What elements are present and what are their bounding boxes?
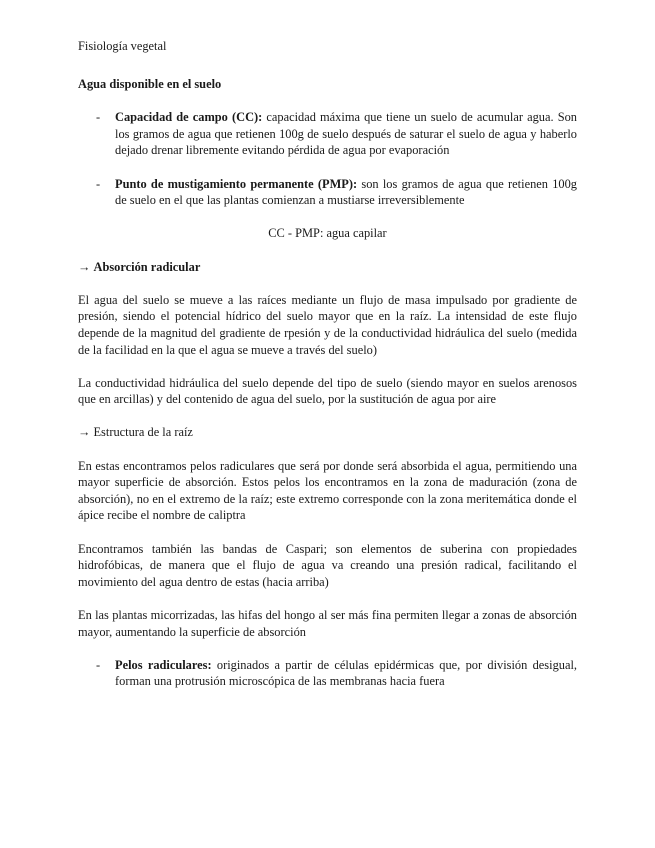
list-bullet: - [96, 176, 101, 191]
list-bullet: - [96, 110, 101, 125]
list-item-pelos-radiculares [78, 657, 577, 690]
paragraph-micorrizadas: En las plantas micorrizadas, las hifas del hongo al ser más fina permiten llegar a zonas de absorción mayor, aumentando la superficie de absorción [78, 608, 577, 639]
page-header: Fisiología vegetal [78, 39, 167, 53]
list-bullet: - [96, 657, 101, 672]
term-capacidad-campo: Capacidad de campo (CC): [115, 110, 263, 125]
document-body [78, 76, 577, 690]
paragraph-bandas-caspari: Encontramos también las bandas de Caspari; son elementos de suberina con propiedades hidrofóbicas, de manera que el flujo de agua va creando una presión radical, facilitando el movimiento del agua dentro de estas (hacia arriba) [78, 541, 577, 589]
definition-punto-mustigamiento: son los gramos de agua que retienen 100g de suelo en el que las plantas comienzan a mustiarse irreversiblemente [115, 176, 577, 208]
list-item-punto-mustigamiento [78, 176, 577, 209]
term-pelos-radiculares: Pelos radiculares: [115, 657, 212, 672]
paragraph-pelos-radiculares: En estas encontramos pelos radiculares que será por donde será absorbida el agua, permitiendo una mayor superficie de absorción. Estos pelos los encontramos en la zona de maduración (zona de absorción), no en el extremo de la raíz; este extremo corresponde con la zona meritemática donde el ápice recibe el nombre de caliptra [78, 458, 577, 523]
section-title-absorcion-radicular [78, 259, 577, 276]
definition-pelos-radiculares: originados a partir de células epidérmicas que, por división desigual, forman una protrusión microscópica de las membranas hacia fuera [115, 657, 577, 689]
paragraph-conductividad: La conductividad hidráulica del suelo depende del tipo de suelo (siendo mayor en suelos arenosos que en arcillas) y del contenido de agua del suelo, por la sustitución de agua por aire [78, 375, 577, 407]
paragraph-flujo-masa: El agua del suelo se mueve a las raíces mediante un flujo de masa impulsado por gradiente de presión, siendo el potencial hídrico del suelo mayor que en la raíz. La intensidad de este flujo depende de la magnitud del gradiente de rpesión y de la conductividad hidráulica del suelo (medida de la facilidad en la que el agua se mueve a través del suelo) [78, 292, 577, 357]
section-title-text: Absorción radicular [93, 259, 201, 274]
formula-agua-capilar: CC - PMP: agua capilar [268, 226, 387, 241]
section-title-agua-disponible: Agua disponible en el suelo [78, 77, 222, 91]
list-item-capacidad-campo [78, 109, 577, 159]
arrow-glyph: → [78, 259, 91, 274]
subsection-title-estructura-raiz: → Estructura de la raíz [78, 425, 193, 440]
term-punto-mustigamiento: Punto de mustigamiento permanente (PMP): [115, 176, 358, 191]
definition-capacidad-campo: capacidad máxima que tiene un suelo de acumular agua. Son los gramos de agua que retienen 100g de suelo después de saturar el suelo de agua y haberlo dejado drenar libremente evitando pérdida de agua por evaporación [115, 110, 577, 158]
